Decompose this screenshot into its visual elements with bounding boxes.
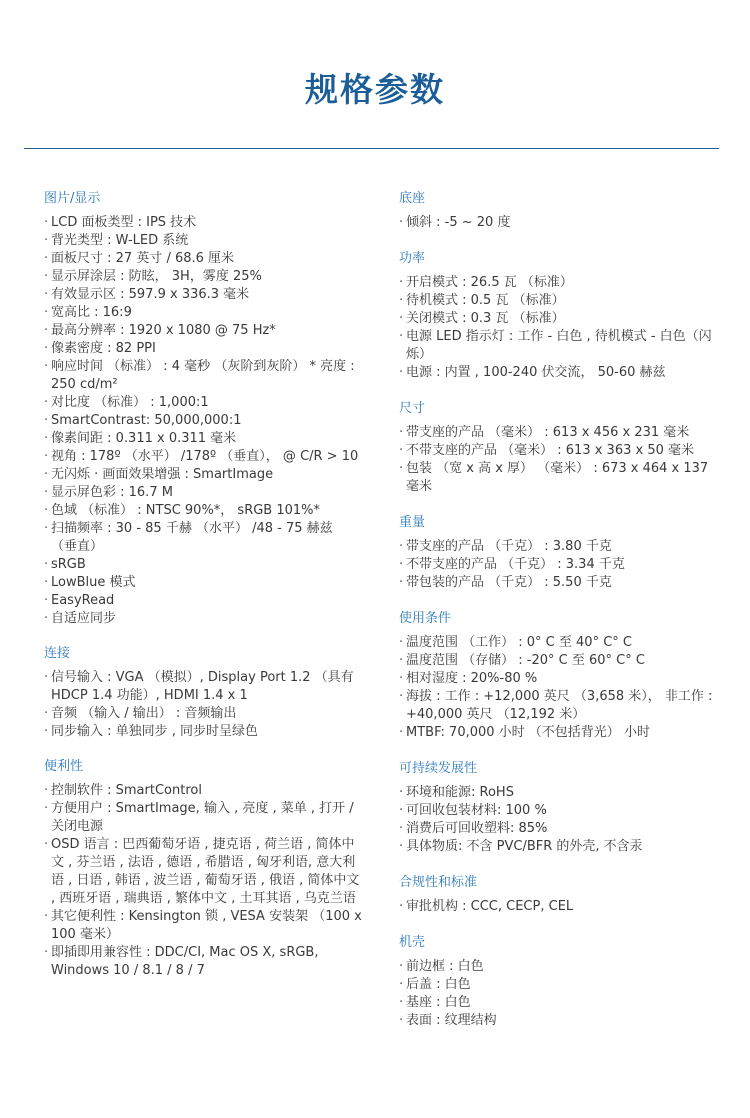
spec-item: · 关闭模式 : 0.3 瓦 （标准）	[399, 310, 719, 328]
spec-list	[399, 958, 719, 1030]
section-title: 连接	[44, 646, 71, 661]
spec-item: · 不带支座的产品 （毫米） : 613 x 363 x 50 毫米	[399, 442, 719, 460]
section-title: 功率	[399, 251, 426, 266]
spec-item: · 面板尺寸 : 27 英寸 / 68.6 厘米	[44, 250, 362, 268]
spec-item: · 视角 : 178º （水平） /178º （垂直）， @ C/R > 10	[44, 448, 362, 466]
section-title: 重量	[399, 515, 426, 530]
spec-section	[44, 190, 362, 628]
spec-item: · 有效显示区 : 597.9 x 336.3 毫米	[44, 286, 362, 304]
spec-item: · 包装 （宽 x 高 x 厚） （毫米） : 673 x 464 x 137 毫米	[399, 460, 719, 496]
spec-item: · 自适应同步	[44, 610, 362, 628]
spec-item: · 宽高比 : 16:9	[44, 304, 362, 322]
spec-item: · 显示屏涂层 : 防眩， 3H，雾度 25%	[44, 268, 362, 286]
spec-item: · 具体物质: 不含 PVC/BFR 的外壳, 不含汞	[399, 838, 719, 856]
spec-item: · 基座 : 白色	[399, 994, 719, 1012]
spec-item: · 待机模式 : 0.5 瓦 （标准）	[399, 292, 719, 310]
spec-item: · 像素间距 : 0.311 x 0.311 毫米	[44, 430, 362, 448]
spec-item: · MTBF: 70,000 小时 （不包括背光） 小时	[399, 724, 719, 742]
spec-item: · 背光类型 : W-LED 系统	[44, 232, 362, 250]
spec-item: · sRGB	[44, 556, 362, 574]
spec-item: · 温度范围 （存储） : -20° C 至 60° C° C	[399, 652, 719, 670]
section-title: 尺寸	[399, 401, 426, 416]
spec-section	[399, 934, 719, 1030]
spec-section	[399, 760, 719, 856]
spec-item: · 表面 : 纹理结构	[399, 1012, 719, 1030]
spec-item: · 最高分辨率 : 1920 x 1080 @ 75 Hz*	[44, 322, 362, 340]
spec-item: · 不带支座的产品 （千克） : 3.34 千克	[399, 556, 719, 574]
spec-item: · 其它便利性 : Kensington 锁 , VESA 安装架 （100 x 100 毫米）	[44, 908, 362, 944]
spec-section	[399, 190, 719, 232]
spec-section	[399, 250, 719, 382]
spec-item: · LCD 面板类型 : IPS 技术	[44, 214, 362, 232]
spec-list	[44, 782, 362, 980]
spec-item: · 环境和能源: RoHS	[399, 784, 719, 802]
spec-section	[399, 874, 719, 916]
spec-item: · 同步输入 : 单独同步 , 同步时呈绿色	[44, 723, 362, 741]
spec-item: · 后盖 : 白色	[399, 976, 719, 994]
spec-section	[44, 645, 362, 741]
spec-item: · 相对湿度 : 20%-80 %	[399, 670, 719, 688]
spec-item: · 开启模式 : 26.5 瓦 （标准）	[399, 274, 719, 292]
spec-item: · 响应时间 （标准） : 4 毫秒 （灰阶到灰阶） * 亮度 : 250 cd/m²	[44, 358, 362, 394]
spec-item: · LowBlue 模式	[44, 574, 362, 592]
spec-item: · 像素密度 : 82 PPI	[44, 340, 362, 358]
header-divider	[24, 148, 719, 149]
section-title: 图片/显示	[44, 191, 101, 206]
spec-list	[399, 214, 719, 232]
spec-item: · 电源 LED 指示灯 : 工作 - 白色 , 待机模式 - 白色（闪烁）	[399, 328, 719, 364]
spec-item: · 前边框 : 白色	[399, 958, 719, 976]
spec-item: · 显示屏色彩 : 16.7 M	[44, 484, 362, 502]
page-title: 规格参数	[305, 70, 445, 109]
spec-item: · 温度范围 （工作） : 0° C 至 40° C° C	[399, 634, 719, 652]
spec-item: · 带包装的产品 （千克） : 5.50 千克	[399, 574, 719, 592]
spec-item: · SmartContrast: 50,000,000:1	[44, 412, 362, 430]
spec-item: · 可回收包装材料: 100 %	[399, 802, 719, 820]
section-title: 可持续发展性	[399, 761, 478, 776]
spec-item: · 信号输入 : VGA （模拟）, Display Port 1.2 （具有 HDCP 1.4 功能）, HDMI 1.4 x 1	[44, 669, 362, 705]
spec-item: · EasyRead	[44, 592, 362, 610]
spec-item: · 控制软件 : SmartControl	[44, 782, 362, 800]
spec-item: · 审批机构 : CCC, CECP, CEL	[399, 898, 719, 916]
section-title: 使用条件	[399, 611, 452, 626]
section-title: 便利性	[44, 759, 84, 774]
spec-section	[399, 514, 719, 592]
spec-list	[44, 669, 362, 741]
spec-item: · 即插即用兼容性 : DDC/CI, Mac OS X, sRGB, Windows 10 / 8.1 / 8 / 7	[44, 944, 362, 980]
section-title: 合规性和标准	[399, 875, 478, 890]
spec-item: · 电源 : 内置 , 100-240 伏交流， 50-60 赫兹	[399, 364, 719, 382]
spec-item: · 倾斜 : -5 ~ 20 度	[399, 214, 719, 232]
spec-item: · 带支座的产品 （千克） : 3.80 千克	[399, 538, 719, 556]
spec-list	[399, 634, 719, 742]
spec-item: · 方便用户 : SmartImage, 输入 , 亮度 , 菜单 , 打开 / 关闭电源	[44, 800, 362, 836]
spec-item: · 海拔 : 工作 : +12,000 英尺 （3,658 米）， 非工作 : +40,000 英尺 （12,192 米）	[399, 688, 719, 724]
right-column	[399, 190, 719, 1030]
spec-item: · OSD 语言 : 巴西葡萄牙语 , 捷克语 , 荷兰语 , 简体中文 , 芬兰语 , 法语 , 德语 , 希腊语 , 匈牙利语, 意大利语 , 日语 , 韩语 , 波兰语 , 葡萄牙语 , 俄语 , 简体中文 , 西班牙语 , 瑞典语 , 繁体中文 , 土耳其语 , 乌克兰语	[44, 836, 362, 908]
spec-item: · 扫描频率 : 30 - 85 千赫 （水平） /48 - 75 赫兹 （垂直）	[44, 520, 362, 556]
spec-item: · 无闪烁 · 画面效果增强 : SmartImage	[44, 466, 362, 484]
spec-item: · 消费后可回收塑料: 85%	[399, 820, 719, 838]
spec-section	[399, 400, 719, 496]
spec-list	[399, 424, 719, 496]
spec-item: · 音频 （输入 / 输出） : 音频输出	[44, 705, 362, 723]
spec-list	[399, 784, 719, 856]
section-title: 底座	[399, 191, 426, 206]
spec-section	[399, 610, 719, 742]
spec-item: · 带支座的产品 （毫米） : 613 x 456 x 231 毫米	[399, 424, 719, 442]
spec-item: · 色域 （标准） : NTSC 90%*， sRGB 101%*	[44, 502, 362, 520]
spec-item: · 对比度 （标准） : 1,000:1	[44, 394, 362, 412]
spec-list	[399, 538, 719, 592]
spec-list	[44, 214, 362, 628]
section-title: 机壳	[399, 935, 426, 950]
spec-section	[44, 758, 362, 980]
left-column	[44, 190, 362, 980]
spec-list	[399, 274, 719, 382]
spec-list	[399, 898, 719, 916]
